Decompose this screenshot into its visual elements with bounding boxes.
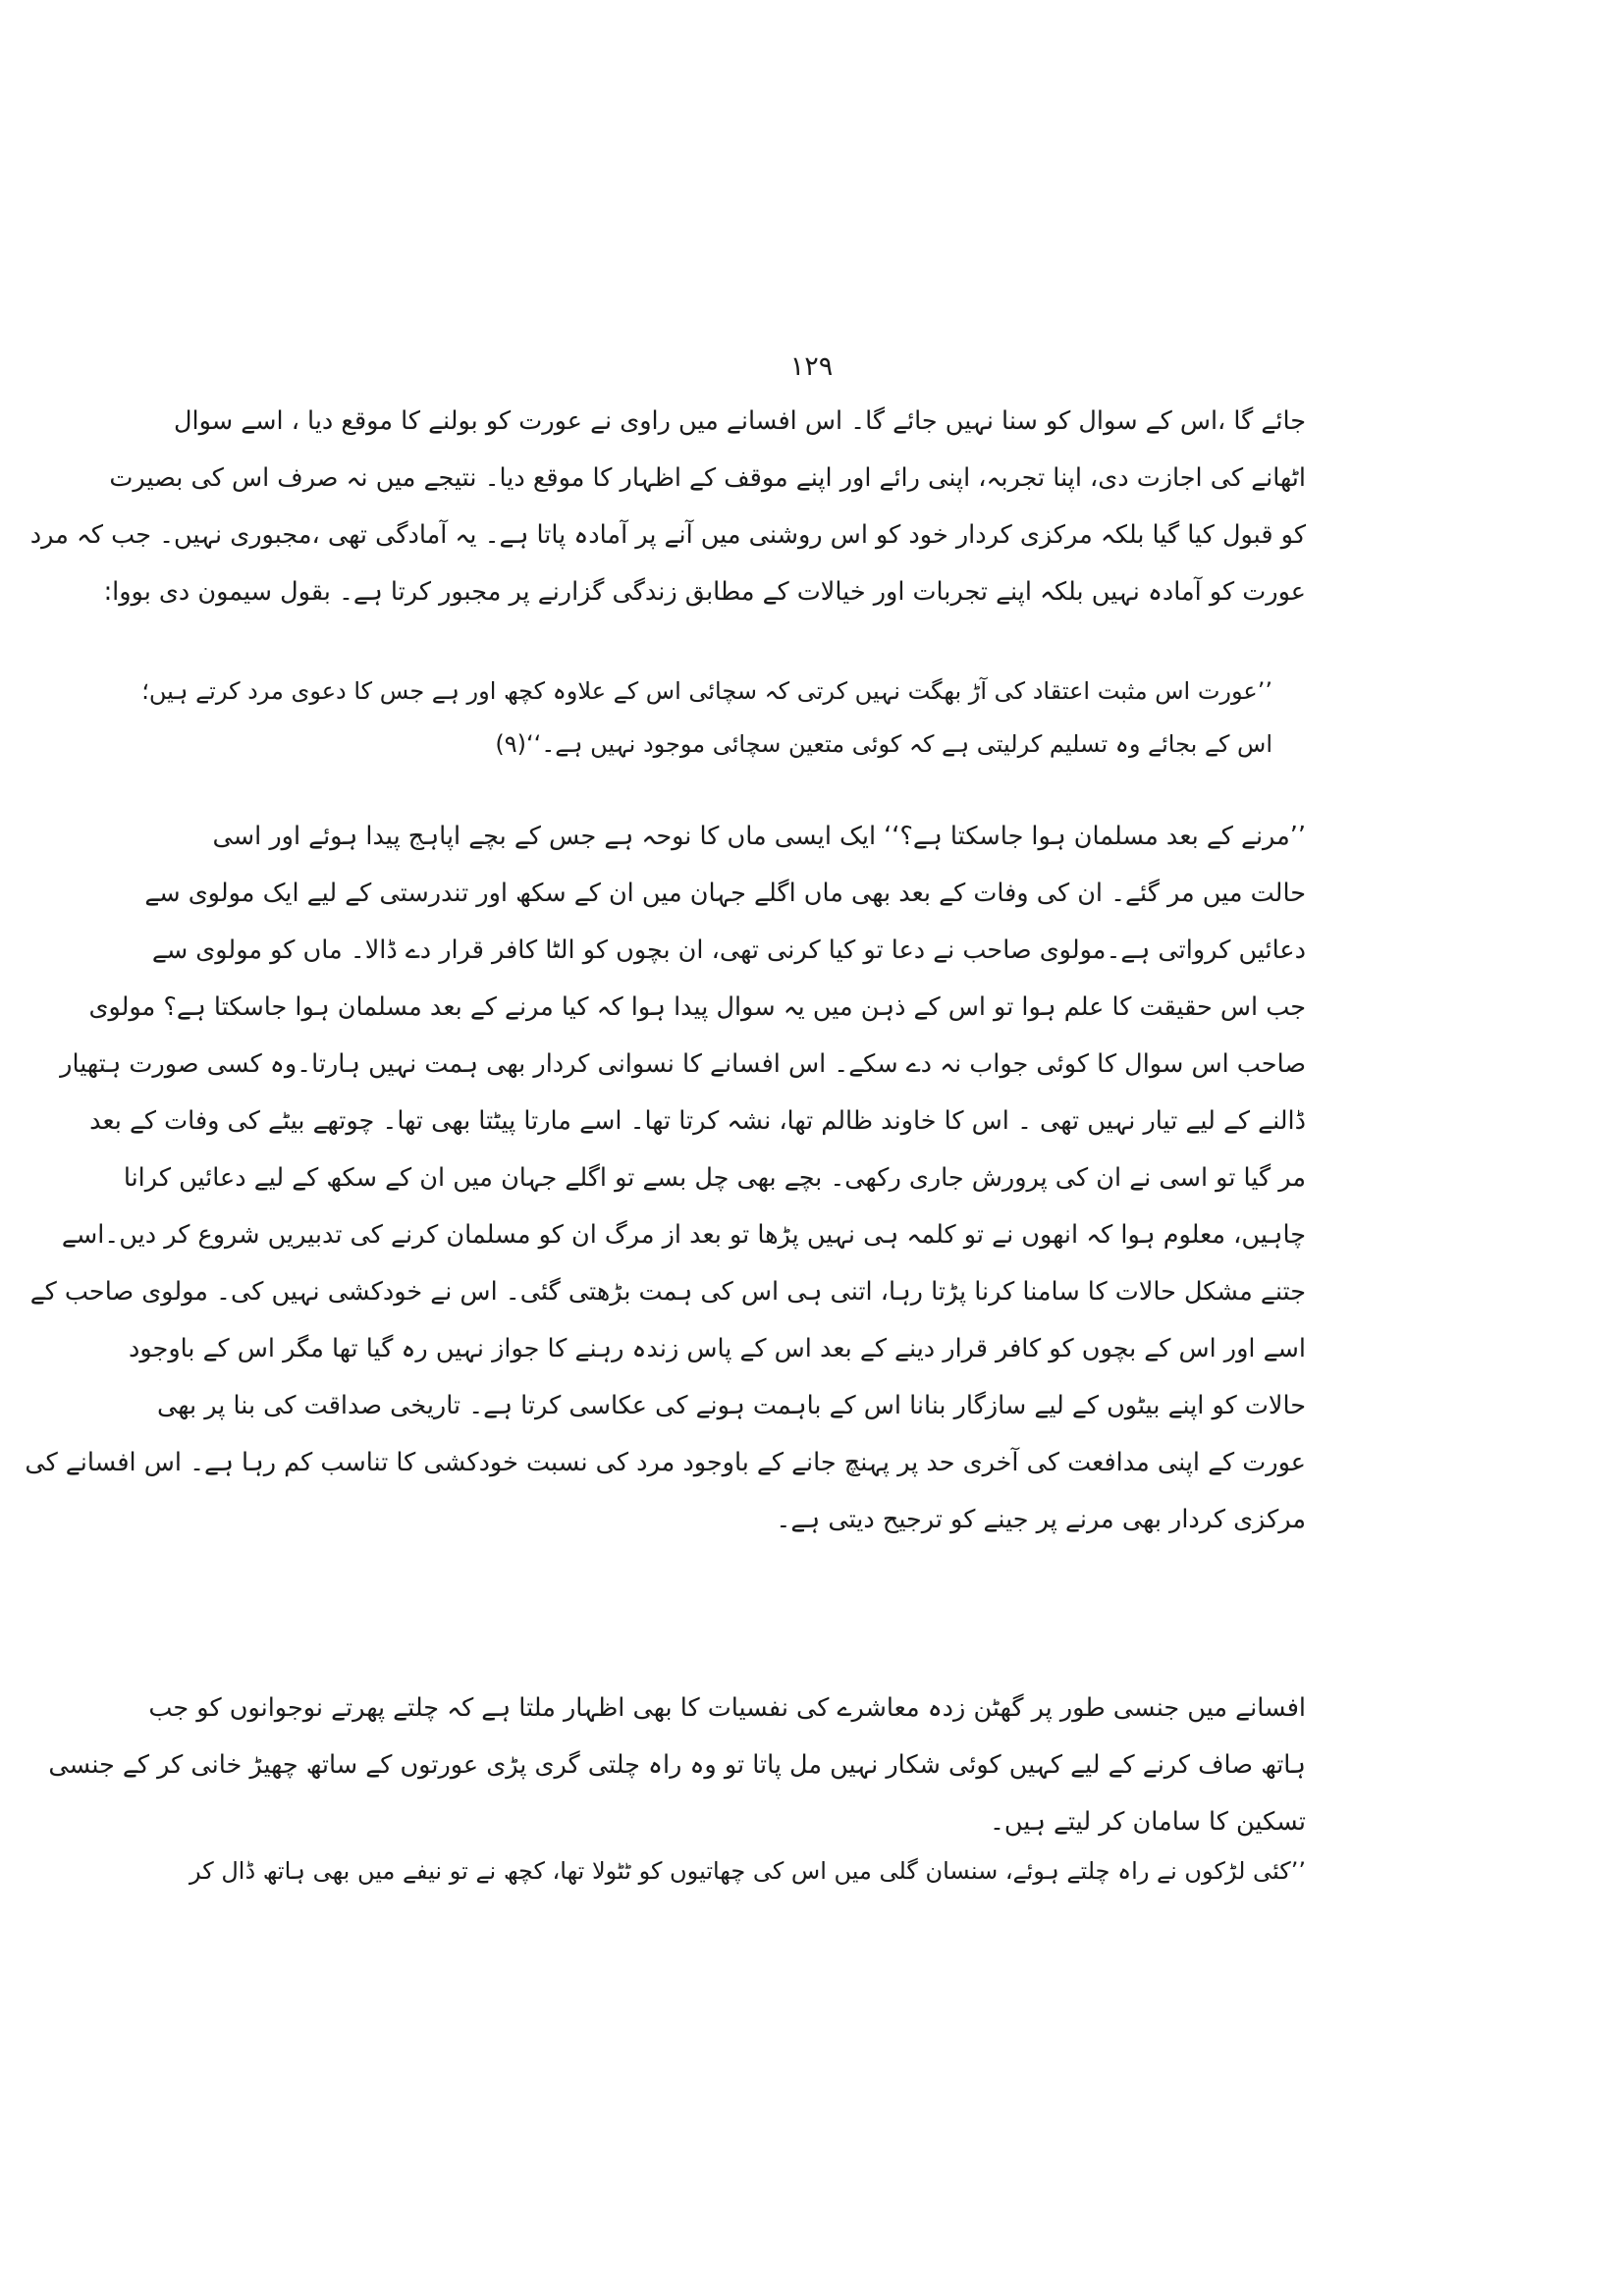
paragraph-3 <box>48 1680 1306 1850</box>
quote-line: اس کے بجائے وہ تسلیم کرلیتی ہے کہ کوئی متعین سچائی موجود نہیں ہے۔‘‘(۹) <box>495 730 1272 758</box>
text-line: ’’مرنے کے بعد مسلمان ہوا جاسکتا ہے؟‘‘ ایک ایسی ماں کا نوحہ ہے جس کے بچے اپاہج پیدا ہوئے اور اسی <box>212 822 1306 851</box>
text-line: تسکین کا سامان کر لیتے ہیں۔ <box>989 1807 1306 1837</box>
text-line: حالت میں مر گئے۔ ان کی وفات کے بعد بھی ماں اگلے جہان میں ان کے سکھ اور تندرستی کے لیے ایک مولوی سے <box>144 879 1306 908</box>
text-line: اسے اور اس کے بچوں کو کافر قرار دینے کے بعد اس کے پاس زندہ رہنے کا جواز نہیں رہ گیا تھا مگر اس کے باوجود <box>129 1334 1306 1363</box>
text-line: حالات کو اپنے بیٹوں کے لیے سازگار بنانا اس کے باہمت ہونے کی عکاسی کرتا ہے۔ تاریخی صداقت کی بنا پر بھی <box>157 1391 1306 1420</box>
text-line: جب اس حقیقت کا علم ہوا تو اس کے ذہن میں یہ سوال پیدا ہوا کہ کیا مرنے کے بعد مسلمان ہوا جاسکتا ہے؟ مولوی <box>88 992 1306 1022</box>
text-line: چاہیں، معلوم ہوا کہ انھوں نے تو کلمہ ہی نہیں پڑھا تو بعد از مرگ ان کو مسلمان کرنے کی تدبیریں شروع کر دیں۔اسے <box>61 1220 1306 1250</box>
text-line: مرکزی کردار بھی مرنے پر جینے کو ترجیح دیتی ہے۔ <box>776 1505 1306 1534</box>
text-line: اٹھانے کی اجازت دی، اپنا تجربہ، اپنی رائے اور اپنے موقف کے اظہار کا موقع دیا۔ نتیجے میں نہ صرف اس کی بصیرت <box>109 463 1306 493</box>
text-line: ہاتھ صاف کرنے کے لیے کہیں کوئی شکار نہیں مل پاتا تو وہ راہ چلتی گری پڑی عورتوں کے ساتھ چھیڑ خانی کر کے جنسی <box>48 1750 1306 1780</box>
text-line: صاحب اس سوال کا کوئی جواب نہ دے سکے۔ اس افسانے کا نسوانی کردار بھی ہمت نہیں ہارتا۔وہ کسی صورت ہتھیار <box>60 1049 1306 1079</box>
block-quote-2 <box>189 1844 1306 1897</box>
text-line: جائے گا ،اس کے سوال کو سنا نہیں جائے گا۔ اس افسانے میں راوی نے عورت کو بولنے کا موقع دیا ، اسے سوال <box>173 406 1306 436</box>
text-line: مر گیا تو اسی نے ان کی پرورش جاری رکھی۔ بچے بھی چل بسے تو اگلے جہان میں ان کے سکھ کے لیے دعائیں کرانا <box>123 1163 1306 1193</box>
text-line: ڈالنے کے لیے تیار نہیں تھی ۔ اس کا خاوند ظالم تھا، نشہ کرتا تھا۔ اسے مارتا پیٹتا بھی تھا۔ چوتھے بیٹے کی وفات کے بعد <box>89 1106 1306 1136</box>
block-quote-1 <box>141 665 1272 771</box>
paragraph-2 <box>25 808 1306 1548</box>
text-line: جتنے مشکل حالات کا سامنا کرنا پڑتا رہا، اتنی ہی اس کی ہمت بڑھتی گئی۔ اس نے خودکشی نہیں کی۔ مولوی صاحب کے <box>29 1277 1306 1307</box>
paragraph-1 <box>29 393 1306 620</box>
quote-line: ’’عورت اس مثبت اعتقاد کی آڑ بھگت نہیں کرتی کہ سچائی اس کے علاوہ کچھ اور ہے جس کا دعوی مرد کرتے ہیں؛ <box>141 677 1272 705</box>
quote-line: ’’کئی لڑکوں نے راہ چلتے ہوئے، سنسان گلی میں اس کی چھاتیوں کو ٹٹولا تھا، کچھ نے تو نیفے میں بھی ہاتھ ڈال کر <box>189 1857 1306 1885</box>
page-number: ۱۲۹ <box>789 351 834 382</box>
text-line: دعائیں کرواتی ہے۔مولوی صاحب نے دعا تو کیا کرنی تھی، ان بچوں کو الٹا کافر قرار دے ڈالا۔ ماں کو مولوی سے <box>151 935 1306 965</box>
text-line: عورت کو آمادہ نہیں بلکہ اپنے تجربات اور خیالات کے مطابق زندگی گزارنے پر مجبور کرتا ہے۔ بقول سیمون دی بووا: <box>103 577 1306 607</box>
text-line: عورت کے اپنی مدافعت کی آخری حد پر پہنچ جانے کے باوجود مرد کی نسبت خودکشی کا تناسب کم رہا ہے۔ اس افسانے کی <box>25 1448 1306 1477</box>
text-line: کو قبول کیا گیا بلکہ مرکزی کردار خود کو اس روشنی میں آنے پر آمادہ پاتا ہے۔ یہ آمادگی تھی ،مجبوری نہیں۔ جب کہ مرد <box>29 520 1306 550</box>
text-line: افسانے میں جنسی طور پر گھٹن زدہ معاشرے کی نفسیات کا بھی اظہار ملتا ہے کہ چلتے پھرتے نوجوانوں کو جب <box>148 1693 1306 1723</box>
